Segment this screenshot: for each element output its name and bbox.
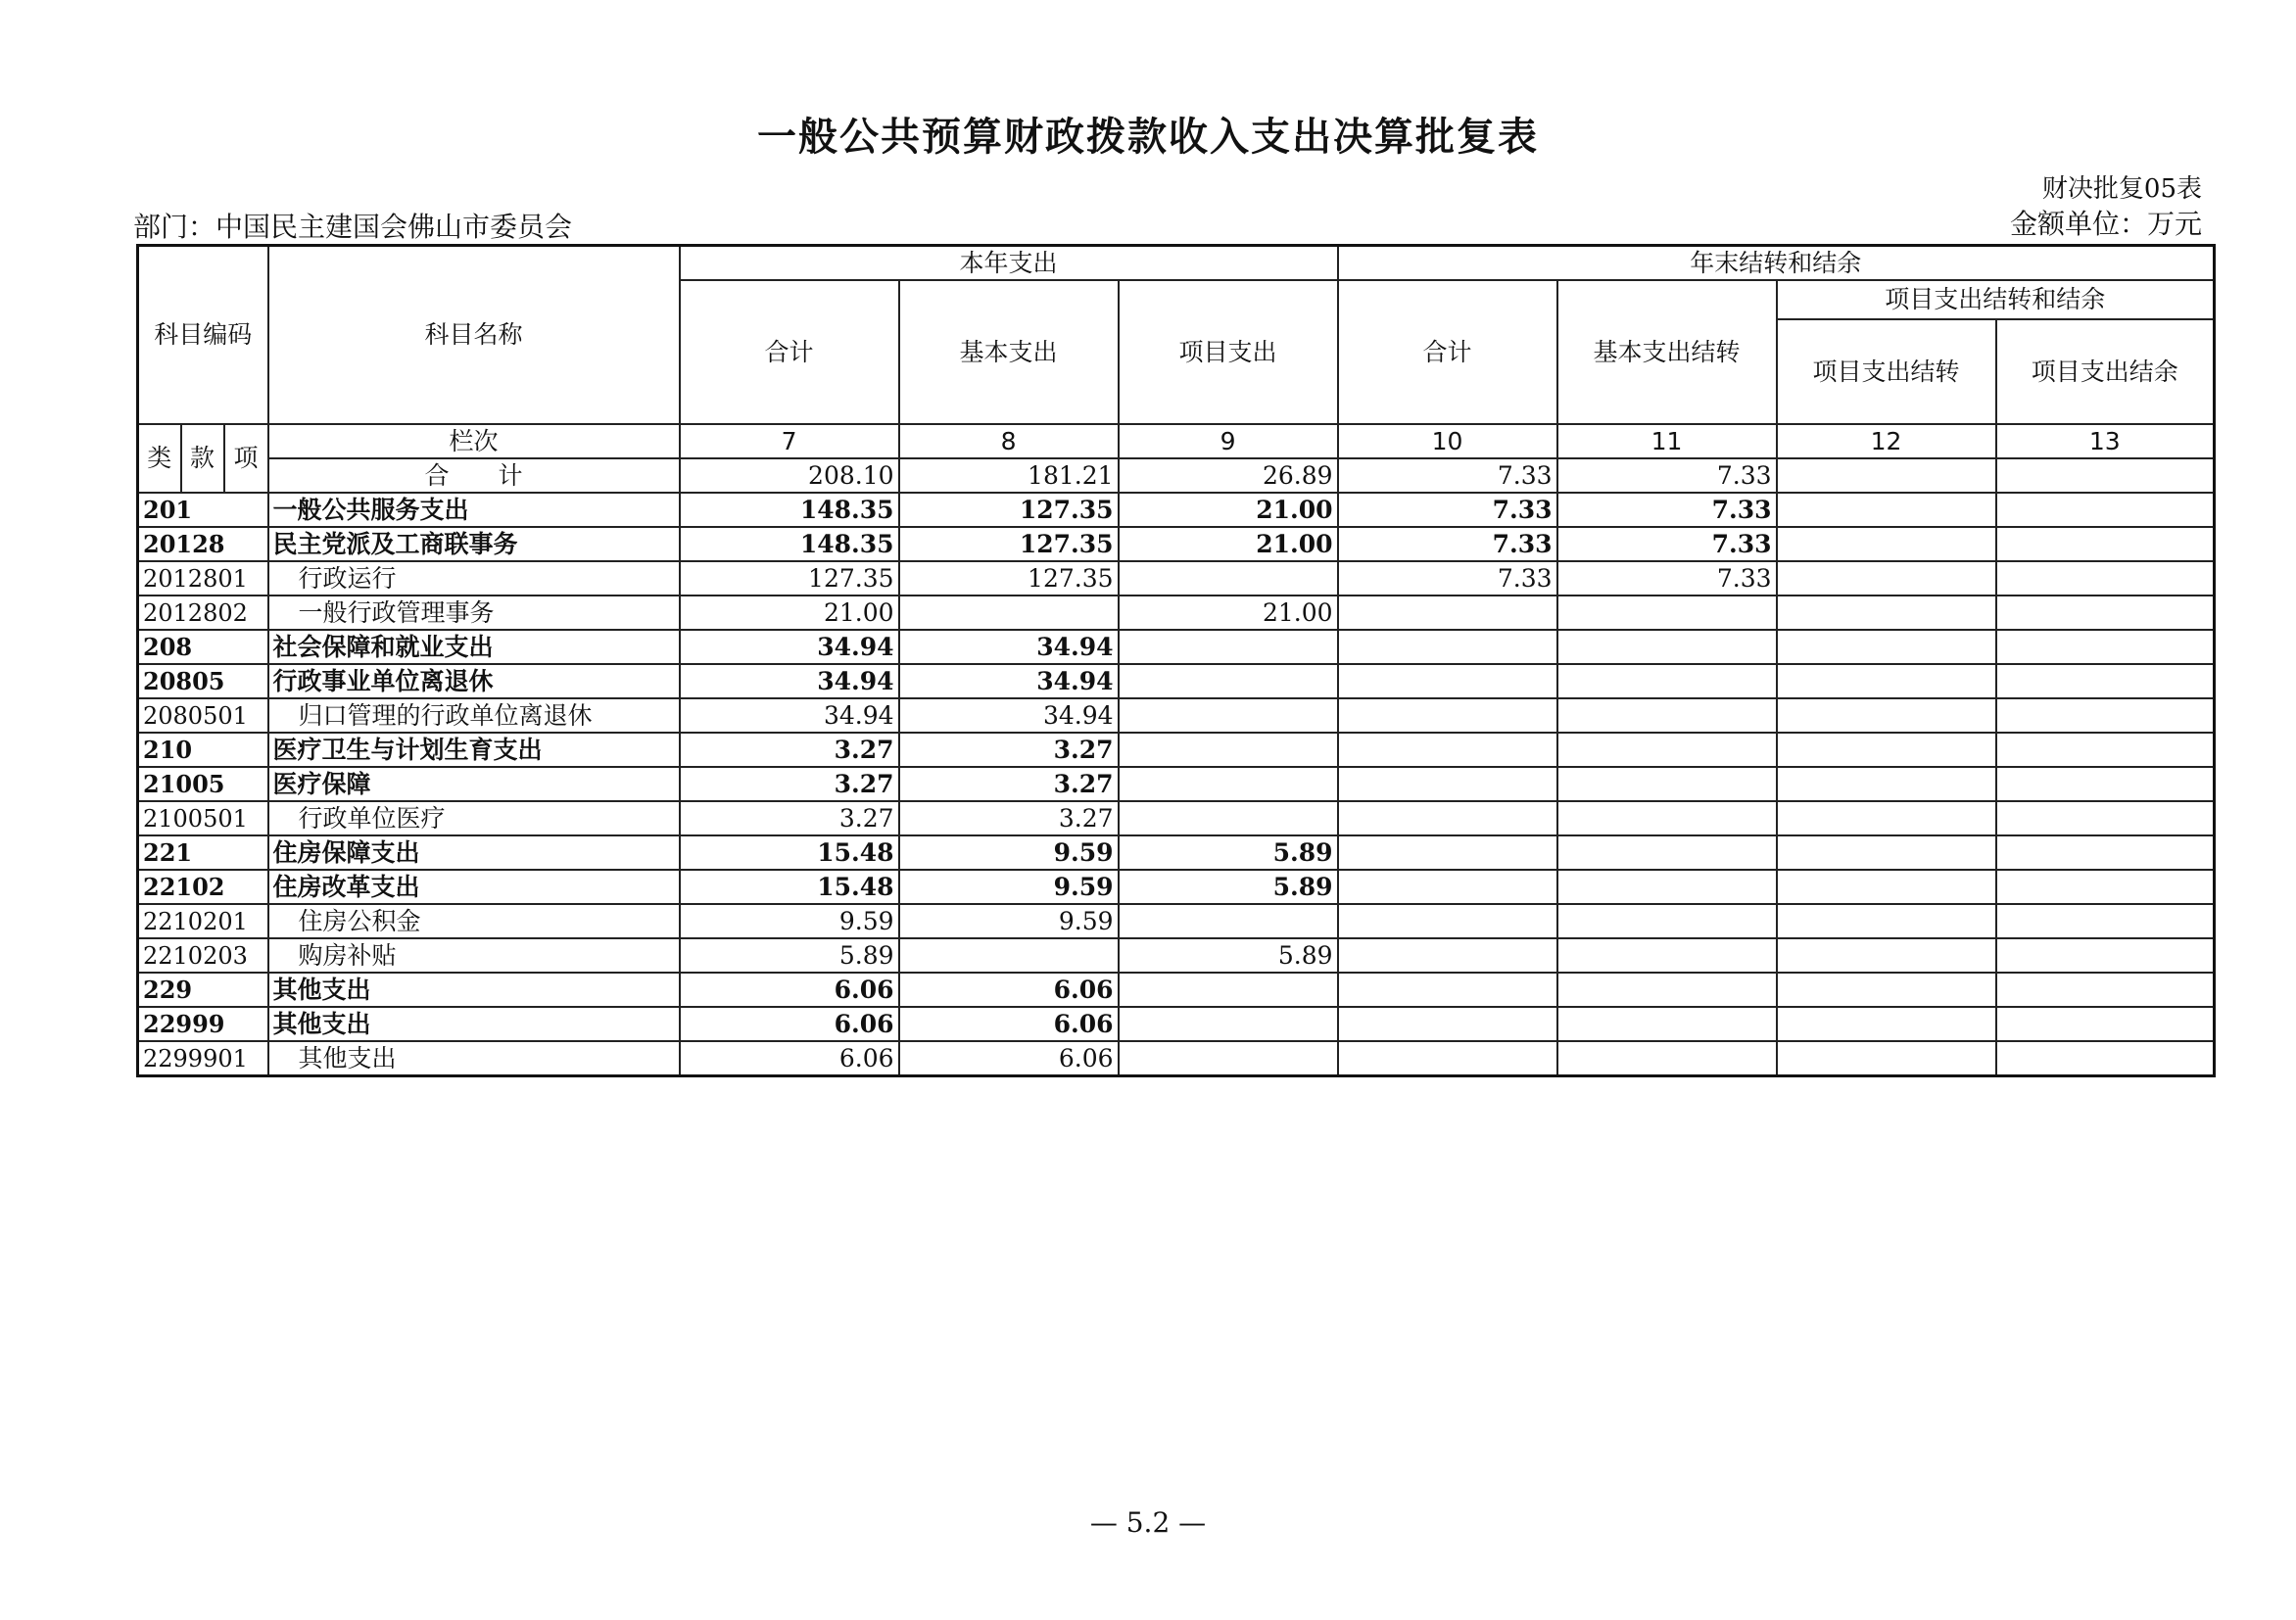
table-row	[138, 596, 2215, 630]
page-number: — 5.2 —	[1089, 1506, 1207, 1539]
cell-basic-carry	[1557, 630, 1777, 664]
table-row	[138, 1041, 2215, 1076]
cell-code: 22999	[138, 1007, 268, 1041]
table-row	[138, 973, 2215, 1007]
cell-project: 21.00	[1119, 527, 1338, 561]
cell-ye-total	[1338, 973, 1557, 1007]
cell-code: 2012802	[138, 596, 268, 630]
cell-project: 5.89	[1119, 938, 1338, 973]
cell-total: 3.27	[680, 767, 899, 801]
cell-total: 6.06	[680, 1041, 899, 1076]
cell-code: 2210201	[138, 904, 268, 938]
cell-name: 行政单位医疗	[268, 801, 680, 835]
header-basic: 基本支出	[899, 280, 1119, 424]
cell-name: 住房改革支出	[268, 870, 680, 904]
header-lanci: 栏次	[268, 424, 680, 458]
col-number: 11	[1557, 424, 1777, 458]
cell-basic: 3.27	[899, 733, 1119, 767]
header-this-year: 本年支出	[680, 246, 1338, 281]
cell-project-surplus	[1996, 733, 2215, 767]
cell-total: 15.48	[680, 870, 899, 904]
cell-total: 15.48	[680, 835, 899, 870]
header-project-surplus: 项目支出结余	[1996, 319, 2215, 424]
cell-basic: 6.06	[899, 1041, 1119, 1076]
cell-project-surplus	[1996, 835, 2215, 870]
cell-basic-carry: 7.33	[1557, 458, 1777, 493]
cell-basic: 9.59	[899, 835, 1119, 870]
cell-basic-carry	[1557, 1041, 1777, 1076]
cell-basic: 34.94	[899, 664, 1119, 698]
cell-name: 社会保障和就业支出	[268, 630, 680, 664]
cell-basic-carry	[1557, 904, 1777, 938]
cell-ye-total	[1338, 904, 1557, 938]
table-row	[138, 904, 2215, 938]
cell-project	[1119, 698, 1338, 733]
cell-code: 2080501	[138, 698, 268, 733]
table-row	[138, 835, 2215, 870]
cell-project	[1119, 1041, 1338, 1076]
cell-project-surplus	[1996, 1041, 2215, 1076]
cell-basic-carry: 7.33	[1557, 527, 1777, 561]
cell-project-surplus	[1996, 938, 2215, 973]
cell-ye-total	[1338, 596, 1557, 630]
cell-code: 201	[138, 493, 268, 527]
cell-total: 34.94	[680, 698, 899, 733]
cell-code: 210	[138, 733, 268, 767]
table-number: 财决批复05表	[2041, 174, 2202, 204]
cell-basic-carry	[1557, 733, 1777, 767]
sum-label: 合 计	[268, 458, 680, 493]
cell-name: 购房补贴	[268, 938, 680, 973]
cell-project-carry	[1777, 1041, 1996, 1076]
header-name: 科目名称	[268, 246, 680, 425]
cell-basic: 6.06	[899, 973, 1119, 1007]
cell-basic-carry	[1557, 664, 1777, 698]
cell-basic: 3.27	[899, 801, 1119, 835]
cell-name: 一般行政管理事务	[268, 596, 680, 630]
cell-code: 21005	[138, 767, 268, 801]
cell-code: 22102	[138, 870, 268, 904]
cell-name: 行政运行	[268, 561, 680, 596]
cell-project-surplus	[1996, 458, 2215, 493]
budget-table	[136, 244, 2216, 1077]
cell-project-carry	[1777, 1007, 1996, 1041]
cell-code: 2012801	[138, 561, 268, 596]
cell-project-surplus	[1996, 767, 2215, 801]
cell-project: 5.89	[1119, 870, 1338, 904]
cell-project-surplus	[1996, 801, 2215, 835]
table-row	[138, 527, 2215, 561]
cell-project-surplus	[1996, 973, 2215, 1007]
cell-project	[1119, 973, 1338, 1007]
cell-code: 20128	[138, 527, 268, 561]
sum-row	[138, 458, 2215, 493]
col-number: 9	[1119, 424, 1338, 458]
cell-project-carry	[1777, 458, 1996, 493]
cell-project	[1119, 904, 1338, 938]
cell-total: 208.10	[680, 458, 899, 493]
cell-ye-total	[1338, 938, 1557, 973]
cell-project: 21.00	[1119, 493, 1338, 527]
cell-project-surplus	[1996, 527, 2215, 561]
cell-total: 3.27	[680, 801, 899, 835]
table-row	[138, 630, 2215, 664]
cell-project	[1119, 733, 1338, 767]
header-kuan: 款	[181, 424, 224, 493]
cell-basic-carry	[1557, 973, 1777, 1007]
cell-basic-carry	[1557, 835, 1777, 870]
col-number: 12	[1777, 424, 1996, 458]
cell-project-surplus	[1996, 698, 2215, 733]
cell-ye-total: 7.33	[1338, 561, 1557, 596]
header-year-end: 年末结转和结余	[1338, 246, 2215, 281]
cell-project-carry	[1777, 870, 1996, 904]
cell-project-carry	[1777, 733, 1996, 767]
cell-project-surplus	[1996, 904, 2215, 938]
col-number: 7	[680, 424, 899, 458]
cell-project	[1119, 801, 1338, 835]
cell-project-carry	[1777, 801, 1996, 835]
cell-project-carry	[1777, 767, 1996, 801]
cell-total: 148.35	[680, 527, 899, 561]
cell-code: 2100501	[138, 801, 268, 835]
header-code: 科目编码	[138, 246, 268, 425]
cell-basic: 9.59	[899, 904, 1119, 938]
cell-basic: 127.35	[899, 561, 1119, 596]
cell-project-carry	[1777, 527, 1996, 561]
cell-project: 26.89	[1119, 458, 1338, 493]
table-row	[138, 767, 2215, 801]
cell-total: 6.06	[680, 1007, 899, 1041]
cell-name: 一般公共服务支出	[268, 493, 680, 527]
cell-project	[1119, 1007, 1338, 1041]
department-label: 部门：中国民主建国会佛山市委员会	[133, 211, 573, 243]
cell-basic-carry: 7.33	[1557, 493, 1777, 527]
cell-name: 民主党派及工商联事务	[268, 527, 680, 561]
cell-total: 9.59	[680, 904, 899, 938]
cell-basic: 34.94	[899, 698, 1119, 733]
cell-basic	[899, 596, 1119, 630]
cell-total: 3.27	[680, 733, 899, 767]
cell-project-carry	[1777, 630, 1996, 664]
col-number: 8	[899, 424, 1119, 458]
cell-ye-total	[1338, 870, 1557, 904]
cell-basic: 9.59	[899, 870, 1119, 904]
cell-name: 归口管理的行政单位离退休	[268, 698, 680, 733]
cell-basic	[899, 938, 1119, 973]
cell-total: 127.35	[680, 561, 899, 596]
cell-ye-total	[1338, 664, 1557, 698]
cell-name: 行政事业单位离退休	[268, 664, 680, 698]
cell-ye-total	[1338, 767, 1557, 801]
cell-name: 住房公积金	[268, 904, 680, 938]
table-row	[138, 938, 2215, 973]
cell-total: 5.89	[680, 938, 899, 973]
header-project-carry-group: 项目支出结转和结余	[1777, 280, 2215, 319]
cell-ye-total	[1338, 801, 1557, 835]
cell-code: 20805	[138, 664, 268, 698]
cell-project-carry	[1777, 904, 1996, 938]
cell-project-carry	[1777, 938, 1996, 973]
cell-basic-carry	[1557, 767, 1777, 801]
table-row	[138, 493, 2215, 527]
cell-project-surplus	[1996, 596, 2215, 630]
cell-total: 34.94	[680, 630, 899, 664]
cell-project-surplus	[1996, 561, 2215, 596]
cell-project-carry	[1777, 835, 1996, 870]
table-row	[138, 733, 2215, 767]
cell-project-carry	[1777, 561, 1996, 596]
cell-ye-total	[1338, 698, 1557, 733]
table-row	[138, 801, 2215, 835]
cell-project	[1119, 664, 1338, 698]
table-row	[138, 870, 2215, 904]
cell-ye-total: 7.33	[1338, 458, 1557, 493]
cell-project-carry	[1777, 596, 1996, 630]
cell-name: 医疗保障	[268, 767, 680, 801]
cell-project: 21.00	[1119, 596, 1338, 630]
cell-project-surplus	[1996, 630, 2215, 664]
cell-basic-carry	[1557, 938, 1777, 973]
cell-total: 6.06	[680, 973, 899, 1007]
cell-name: 医疗卫生与计划生育支出	[268, 733, 680, 767]
cell-total: 21.00	[680, 596, 899, 630]
cell-project-carry	[1777, 493, 1996, 527]
cell-project-surplus	[1996, 1007, 2215, 1041]
cell-ye-total	[1338, 733, 1557, 767]
cell-code: 2299901	[138, 1041, 268, 1076]
header-lei: 类	[138, 424, 181, 493]
col-number: 13	[1996, 424, 2215, 458]
cell-total: 148.35	[680, 493, 899, 527]
cell-project-carry	[1777, 698, 1996, 733]
page-title: 一般公共预算财政拨款收入支出决算批复表	[757, 115, 1539, 160]
cell-name: 其他支出	[268, 1007, 680, 1041]
cell-code: 2210203	[138, 938, 268, 973]
col-number: 10	[1338, 424, 1557, 458]
table-row	[138, 561, 2215, 596]
header-basic-carry: 基本支出结转	[1557, 280, 1777, 424]
cell-ye-total: 7.33	[1338, 527, 1557, 561]
cell-project	[1119, 630, 1338, 664]
amount-unit-label: 金额单位：万元	[2009, 208, 2202, 240]
cell-project	[1119, 767, 1338, 801]
cell-ye-total	[1338, 1041, 1557, 1076]
cell-basic: 127.35	[899, 493, 1119, 527]
cell-code: 208	[138, 630, 268, 664]
cell-basic-carry	[1557, 698, 1777, 733]
cell-name: 其他支出	[268, 1041, 680, 1076]
cell-basic-carry	[1557, 801, 1777, 835]
cell-basic-carry	[1557, 870, 1777, 904]
cell-ye-total	[1338, 630, 1557, 664]
table-row	[138, 664, 2215, 698]
cell-ye-total: 7.33	[1338, 493, 1557, 527]
cell-ye-total	[1338, 835, 1557, 870]
header-project-carry: 项目支出结转	[1777, 319, 1996, 424]
cell-name: 住房保障支出	[268, 835, 680, 870]
cell-basic: 181.21	[899, 458, 1119, 493]
cell-basic: 6.06	[899, 1007, 1119, 1041]
cell-code: 221	[138, 835, 268, 870]
cell-project-surplus	[1996, 493, 2215, 527]
table-row	[138, 698, 2215, 733]
header-ye-total: 合计	[1338, 280, 1557, 424]
cell-project-surplus	[1996, 664, 2215, 698]
cell-code: 229	[138, 973, 268, 1007]
cell-total: 34.94	[680, 664, 899, 698]
cell-basic: 34.94	[899, 630, 1119, 664]
cell-project	[1119, 561, 1338, 596]
table-row	[138, 1007, 2215, 1041]
header-project: 项目支出	[1119, 280, 1338, 424]
cell-project-carry	[1777, 973, 1996, 1007]
cell-basic: 127.35	[899, 527, 1119, 561]
cell-basic-carry: 7.33	[1557, 561, 1777, 596]
cell-name: 其他支出	[268, 973, 680, 1007]
cell-project-surplus	[1996, 870, 2215, 904]
cell-basic-carry	[1557, 1007, 1777, 1041]
cell-ye-total	[1338, 1007, 1557, 1041]
cell-project-carry	[1777, 664, 1996, 698]
header-xiang: 项	[224, 424, 268, 493]
cell-project: 5.89	[1119, 835, 1338, 870]
cell-basic: 3.27	[899, 767, 1119, 801]
cell-basic-carry	[1557, 596, 1777, 630]
header-total: 合计	[680, 280, 899, 424]
